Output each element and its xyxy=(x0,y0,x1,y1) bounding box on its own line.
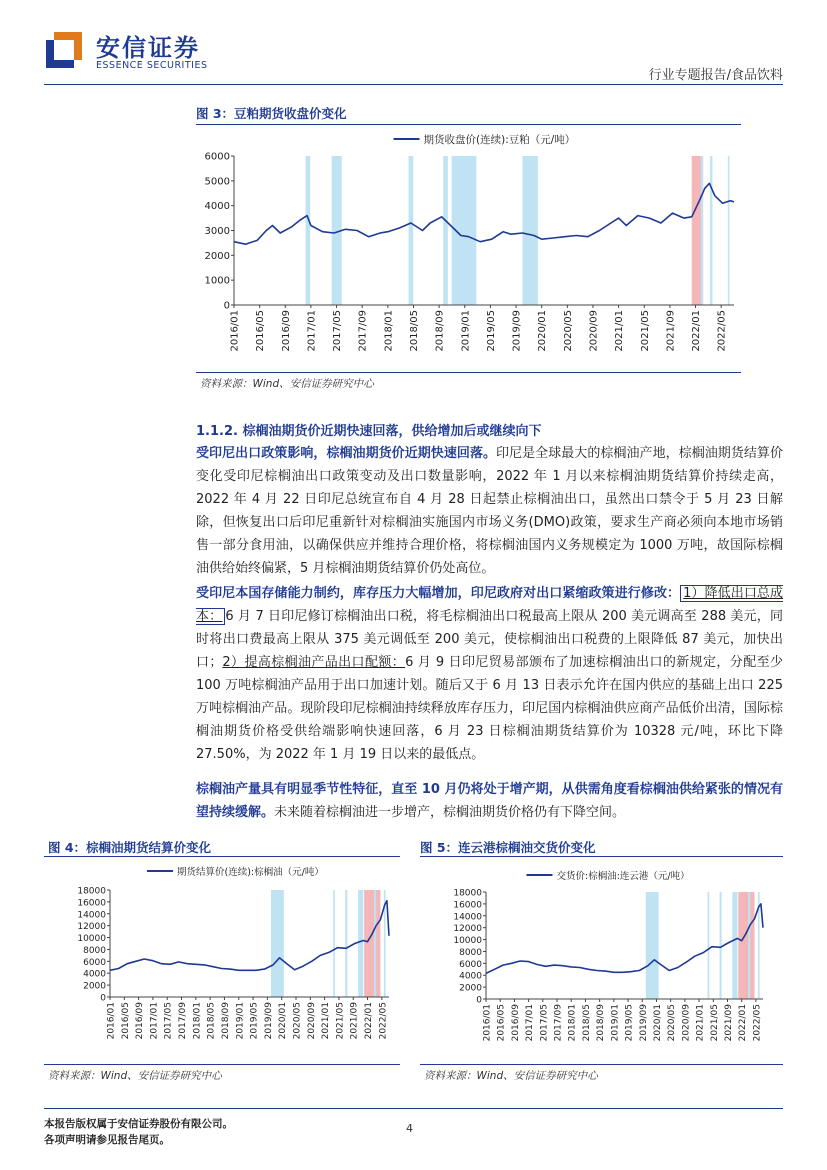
shaded-period xyxy=(701,156,703,305)
y-tick-label: 2000 xyxy=(83,981,106,992)
x-tick-label: 2017/05 xyxy=(332,310,344,352)
legend-label: 期货收盘价(连续):豆粕（元/吨） xyxy=(423,134,576,146)
y-tick-label: 1000 xyxy=(204,275,230,287)
x-tick-label: 2017/01 xyxy=(306,310,318,352)
footer-copyright: 本报告版权属于安信证券股份有限公司。 xyxy=(44,1118,233,1130)
legend-label: 期货结算价(连续):棕榈油（元/吨） xyxy=(177,867,324,878)
y-tick-label: 18000 xyxy=(77,886,106,897)
brand-name-en: ESSENCE SECURITIES xyxy=(96,60,208,71)
figure4-source: 资料来源：Wind、安信证券研究中心 xyxy=(48,1070,222,1082)
x-tick-label: 2017/05 xyxy=(539,1004,550,1042)
paragraph-2 xyxy=(196,582,783,766)
y-tick-label: 12000 xyxy=(453,924,482,935)
paragraph-1-lead: 受印尼出口政策影响，棕榈油期货价近期快速回落。 xyxy=(196,446,497,461)
x-tick-label: 2018/09 xyxy=(434,310,446,352)
x-tick-label: 2016/05 xyxy=(255,310,267,352)
y-tick-label: 18000 xyxy=(453,888,482,899)
x-tick-label: 2021/05 xyxy=(639,310,651,352)
y-tick-label: 0 xyxy=(476,995,482,1006)
y-tick-label: 16000 xyxy=(453,900,482,911)
paragraph-2-point1: 1）降低出口总成本： xyxy=(196,586,783,624)
figure3-top-rule xyxy=(196,124,741,125)
y-tick-label: 14000 xyxy=(77,910,106,921)
x-tick-label: 2020/09 xyxy=(681,1004,692,1042)
x-tick-label: 2018/01 xyxy=(567,1004,578,1042)
shaded-period xyxy=(738,892,754,999)
y-tick-label: 0 xyxy=(100,993,106,1004)
y-tick-label: 12000 xyxy=(77,922,106,933)
shaded-period xyxy=(358,890,363,997)
x-tick-label: 2018/05 xyxy=(581,1004,592,1042)
x-tick-label: 2016/01 xyxy=(482,1004,493,1042)
figure3-title: 图 3：豆粕期货收盘价变化 xyxy=(196,106,347,121)
paragraph-1 xyxy=(196,442,783,580)
shaded-period xyxy=(748,892,750,999)
shaded-period xyxy=(333,890,335,997)
x-tick-label: 2019/09 xyxy=(263,1002,274,1040)
shaded-period xyxy=(728,156,730,305)
x-tick-label: 2020/05 xyxy=(667,1004,678,1042)
x-tick-label: 2018/01 xyxy=(192,1002,203,1040)
figure3-bottom-rule xyxy=(196,372,741,373)
x-tick-label: 2018/01 xyxy=(383,310,395,352)
x-tick-label: 2016/01 xyxy=(106,1002,117,1040)
x-tick-label: 2018/09 xyxy=(596,1004,607,1042)
shaded-period xyxy=(374,890,376,997)
shaded-period xyxy=(522,156,537,305)
shaded-period xyxy=(710,156,712,305)
shaded-period xyxy=(271,890,284,997)
y-tick-label: 10000 xyxy=(453,936,482,947)
paragraph-2-body2: 6 月 9 日印尼贸易部颁布了加速棕榈油出口的新规定，分配至少 100 万吨棕榈油产品用于出口加速计划。随后又于 6 月 13 日表示允许在国内供应的基础上出口 225 万吨棕榈油产品。现阶段印尼棕榈油持续释放库存压力，印尼国内棕榈油供应商产品低价出清，国际棕榈油期货价格受供给端影响快速回落，6 月 23 日棕榈油期货结算价为 10328 元/吨，环比下降 27.50%，为 2022 年 1 月 19 日以来的最低点。 xyxy=(196,655,783,762)
y-tick-label: 14000 xyxy=(453,912,482,923)
figure3-chart xyxy=(196,128,741,370)
x-tick-label: 2019/01 xyxy=(460,310,472,352)
y-tick-label: 6000 xyxy=(83,957,106,968)
shaded-period xyxy=(732,892,737,999)
x-tick-label: 2016/05 xyxy=(120,1002,131,1040)
y-tick-label: 3000 xyxy=(204,226,230,237)
x-tick-label: 2021/01 xyxy=(695,1004,706,1042)
x-tick-label: 2018/09 xyxy=(220,1002,231,1040)
x-tick-label: 2019/09 xyxy=(638,1004,649,1042)
shaded-period xyxy=(646,892,659,999)
x-tick-label: 2016/09 xyxy=(510,1004,521,1042)
figure5-bottom-rule xyxy=(420,1064,783,1065)
x-tick-label: 2022/01 xyxy=(738,1004,749,1042)
x-tick-label: 2020/09 xyxy=(588,310,600,352)
y-tick-label: 0 xyxy=(223,300,230,312)
paragraph-2-lead: 受印尼本国存储能力制约，库存压力大幅增加，印尼政府对出口紧缩政策进行修改： xyxy=(196,586,681,601)
y-tick-label: 5000 xyxy=(204,176,230,188)
header-divider xyxy=(44,84,783,85)
x-tick-label: 2021/09 xyxy=(349,1002,360,1040)
x-tick-label: 2019/01 xyxy=(610,1004,621,1042)
y-tick-label: 10000 xyxy=(77,934,106,945)
y-tick-label: 8000 xyxy=(459,947,482,958)
document-type: 行业专题报告/食品饮料 xyxy=(648,68,783,83)
x-tick-label: 2022/01 xyxy=(364,1002,375,1040)
x-tick-label: 2021/05 xyxy=(335,1002,346,1040)
figure4-top-rule xyxy=(44,856,400,857)
y-tick-label: 2000 xyxy=(204,250,230,262)
y-tick-label: 4000 xyxy=(83,969,106,980)
shaded-period xyxy=(443,156,448,305)
shaded-period xyxy=(409,156,414,305)
x-tick-label: 2017/09 xyxy=(553,1004,564,1042)
x-tick-label: 2022/05 xyxy=(752,1004,763,1042)
y-tick-label: 4000 xyxy=(459,971,482,982)
x-tick-label: 2017/09 xyxy=(178,1002,189,1040)
y-tick-label: 4000 xyxy=(204,201,230,213)
paragraph-2-point2: 2）提高棕榈油产品出口配额： xyxy=(222,655,406,670)
x-tick-label: 2017/01 xyxy=(149,1002,160,1040)
shaded-period xyxy=(720,892,722,999)
brand-name-cn: 安信证券 xyxy=(96,34,200,62)
footer-divider xyxy=(44,1108,783,1109)
shaded-period xyxy=(345,890,347,997)
y-tick-label: 16000 xyxy=(77,898,106,909)
x-tick-label: 2017/01 xyxy=(525,1004,536,1042)
x-tick-label: 2022/05 xyxy=(378,1002,389,1040)
x-tick-label: 2021/01 xyxy=(614,310,626,352)
paragraph-3-lead: 棕榈油产量具有明显季节性特征，直至 10 月仍将处于增产期，从供需角度看棕榈油供给紧张的情况有望持续缓解。 xyxy=(196,782,783,820)
x-tick-label: 2016/09 xyxy=(135,1002,146,1040)
x-tick-label: 2020/09 xyxy=(306,1002,317,1040)
x-tick-label: 2020/01 xyxy=(652,1004,663,1042)
paragraph-1-body: 印尼是全球最大的棕榈油产地，棕榈油期货结算价变化受印尼棕榈油出口政策变动及出口数量影响，2022 年 1 月以来棕榈油期货结算价持续走高，2022 年 4 月 22 日印尼总统宣布自 4 月 28 日起禁止棕榈油出口，虽然出口禁令于 5 月 23 日解除，但恢复出口后印尼重新针对棕榈油实施国内市场义务(DMO)政策，要求生产商必须向本地市场销售一部分食用油，以确保供应并维持合理价格，将棕榈油国内义务规模定为 1000 万吨，故国际棕榈油供给始终偏紧，5 月棕榈油期货结算价仍处高位。 xyxy=(196,446,783,576)
figure4-bottom-rule xyxy=(44,1064,400,1065)
x-tick-label: 2019/05 xyxy=(624,1004,635,1042)
brand-logo xyxy=(44,30,84,70)
x-tick-label: 2020/01 xyxy=(278,1002,289,1040)
figure3-source: 资料来源：Wind、安信证券研究中心 xyxy=(200,378,374,390)
x-tick-label: 2022/01 xyxy=(691,310,703,352)
figure4-title: 图 4：棕榈油期货结算价变化 xyxy=(48,840,212,855)
figure4-chart xyxy=(44,860,400,1060)
shaded-period xyxy=(364,890,380,997)
figure5-source: 资料来源：Wind、安信证券研究中心 xyxy=(424,1070,598,1082)
x-tick-label: 2016/01 xyxy=(229,310,241,352)
x-tick-label: 2019/05 xyxy=(249,1002,260,1040)
x-tick-label: 2020/01 xyxy=(537,310,549,352)
page-number: 4 xyxy=(406,1122,413,1135)
shaded-period xyxy=(306,156,311,305)
x-tick-label: 2018/05 xyxy=(408,310,420,352)
x-tick-label: 2019/09 xyxy=(511,310,523,352)
x-tick-label: 2016/09 xyxy=(280,310,292,352)
x-tick-label: 2017/09 xyxy=(357,310,369,352)
section-heading: 1.1.2. 棕榈油期货价近期快速回落，供给增加后或继续向下 xyxy=(196,424,542,439)
x-tick-label: 2016/05 xyxy=(496,1004,507,1042)
x-tick-label: 2019/05 xyxy=(485,310,497,352)
shaded-period xyxy=(692,156,701,305)
x-tick-label: 2021/09 xyxy=(723,1004,734,1042)
x-tick-label: 2021/09 xyxy=(665,310,677,352)
y-tick-label: 8000 xyxy=(83,945,106,956)
x-tick-label: 2020/05 xyxy=(292,1002,303,1040)
figure5-top-rule xyxy=(420,856,783,857)
y-tick-label: 6000 xyxy=(459,959,482,970)
y-tick-label: 2000 xyxy=(459,983,482,994)
figure5-title: 图 5：连云港棕榈油交货价变化 xyxy=(420,840,596,855)
paragraph-3-body: 未来随着棕榈油进一步增产，棕榈油期货价格仍有下降空间。 xyxy=(274,805,626,820)
paragraph-2-body1: 6 月 7 日印尼修订棕榈油出口税，将毛棕榈油出口税最高上限从 200 美元调高至 288 美元，同时将出口费最高上限从 375 美元调低至 200 美元，使棕榈油出口税费的上限降低 87 美元，加快出口； xyxy=(196,609,783,670)
y-tick-label: 6000 xyxy=(204,151,230,163)
legend-label: 交货价:棕榈油:连云港（元/吨） xyxy=(556,871,690,882)
x-tick-label: 2021/01 xyxy=(321,1002,332,1040)
figure5-chart xyxy=(420,860,783,1060)
x-tick-label: 2018/05 xyxy=(206,1002,217,1040)
paragraph-3 xyxy=(196,778,783,824)
footer-disclaimer: 各项声明请参见报告尾页。 xyxy=(44,1134,170,1146)
x-tick-label: 2022/05 xyxy=(716,310,728,352)
x-tick-label: 2020/05 xyxy=(562,310,574,352)
x-tick-label: 2021/05 xyxy=(709,1004,720,1042)
x-tick-label: 2017/05 xyxy=(163,1002,174,1040)
x-tick-label: 2019/01 xyxy=(235,1002,246,1040)
shaded-period xyxy=(708,892,710,999)
